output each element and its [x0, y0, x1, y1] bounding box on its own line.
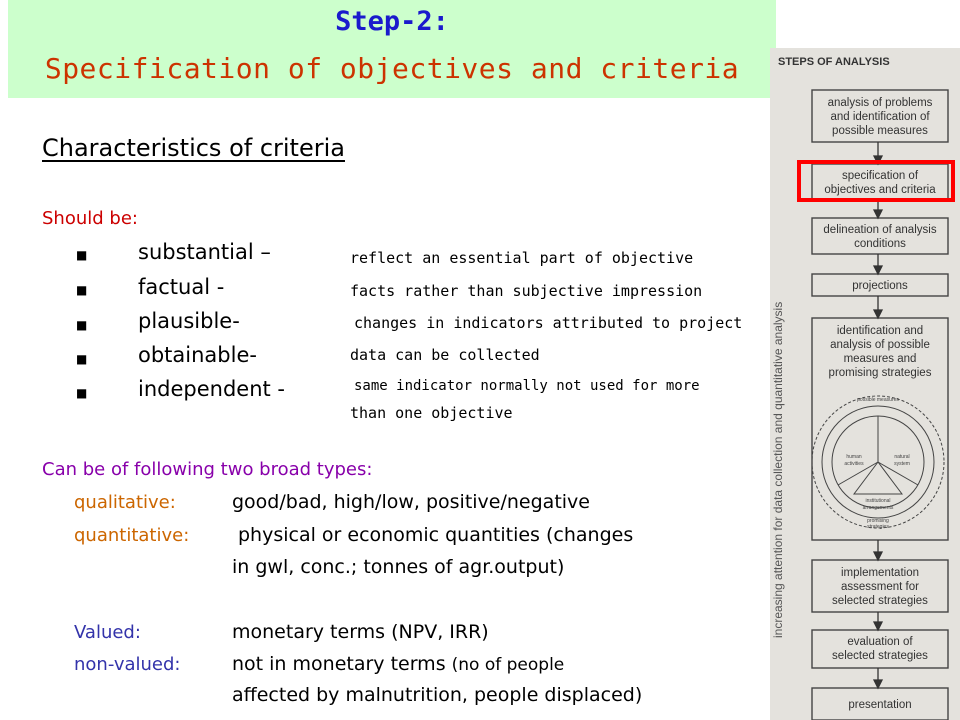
valued-value: monetary terms (NPV, IRR) — [232, 621, 489, 643]
bullet-icon: ■ — [76, 283, 88, 297]
step-text: analysis of possible — [830, 339, 930, 351]
slide-step-title: Step-2: — [335, 6, 449, 37]
steps-of-analysis-diagram — [770, 48, 960, 720]
types-intro: Can be of following two broad types: — [42, 459, 373, 480]
nonvalued-value-paren: (no of people — [451, 655, 565, 675]
step-text: promising strategies — [828, 367, 932, 379]
current-step-highlight — [797, 160, 955, 202]
bullet-icon: ■ — [76, 248, 88, 262]
nonvalued-value-main: not in monetary terms — [232, 653, 446, 675]
title-banner — [8, 0, 776, 98]
bullet-desc: same indicator normally not used for more — [354, 378, 700, 394]
step-text: conditions — [854, 238, 906, 250]
bullet-desc-cont: than one objective — [350, 404, 513, 422]
section-heading: Characteristics of criteria — [42, 134, 345, 162]
cycle-bottom-label-2: arrangements — [862, 505, 894, 511]
bullet-icon: ■ — [76, 352, 88, 366]
bullet-icon: ■ — [76, 318, 88, 332]
step-text: implementation — [841, 567, 919, 579]
bullet-desc: changes in indicators attributed to project — [354, 314, 743, 332]
bullet-term: obtainable- — [138, 343, 257, 367]
quantitative-value-cont: in gwl, conc.; tonnes of agr.output) — [232, 556, 565, 578]
nonvalued-label: non-valued: — [74, 654, 181, 675]
cycle-arc-label: promising — [867, 518, 889, 524]
step-text: evaluation of — [847, 636, 913, 648]
step-text: selected strategies — [832, 650, 928, 662]
step-text: selected strategies — [832, 595, 928, 607]
cycle-arc-label-2: strategies — [867, 524, 889, 530]
cycle-bottom-label: institutional — [865, 498, 891, 504]
cycle-top-label: possible measures — [857, 397, 899, 403]
bullet-icon: ■ — [76, 386, 88, 400]
step-text: presentation — [848, 699, 912, 711]
step-text: and identification of — [830, 111, 930, 123]
bullet-term: plausible- — [138, 309, 240, 333]
bullet-term: independent - — [138, 377, 285, 401]
step-text: objectives and criteria — [824, 184, 936, 196]
step-text: specification of — [841, 170, 919, 182]
step-text: possible measures — [832, 125, 928, 137]
cycle-right-label: natural — [894, 454, 910, 460]
bullet-term: substantial – — [138, 240, 271, 264]
diagram-title: STEPS OF ANALYSIS — [778, 56, 890, 68]
slide-subtitle: Specification of objectives and criteria — [44, 52, 740, 85]
should-be-label: Should be: — [42, 208, 138, 229]
step-text: analysis of problems — [827, 97, 933, 109]
step-text: identification and — [836, 325, 924, 337]
step-text: measures and — [843, 353, 917, 365]
cycle-right-label-2: system — [894, 461, 910, 467]
step-text: projections — [852, 280, 908, 292]
bullet-desc: data can be collected — [350, 346, 540, 364]
valued-label: Valued: — [74, 622, 141, 643]
diagram-vertical-label: increasing attention for data collection and quantitative analysis — [771, 301, 785, 638]
qualitative-label: qualitative: — [74, 492, 176, 513]
cycle-left-label: human — [846, 454, 862, 460]
nonvalued-value-cont: affected by malnutrition, people displaced) — [232, 684, 643, 706]
step-text: delineation of analysis — [823, 224, 937, 236]
quantitative-value: physical or economic quantities (changes — [238, 524, 634, 546]
cycle-left-label-2: activities — [844, 461, 864, 467]
qualitative-value: good/bad, high/low, positive/negative — [232, 491, 590, 513]
bullet-desc: facts rather than subjective impression — [350, 282, 703, 300]
step-text: assessment for — [841, 581, 919, 593]
bullet-term: factual - — [138, 275, 225, 299]
quantitative-label: quantitative: — [74, 525, 190, 546]
bullet-desc: reflect an essential part of objective — [350, 249, 694, 267]
nonvalued-value — [232, 653, 564, 675]
